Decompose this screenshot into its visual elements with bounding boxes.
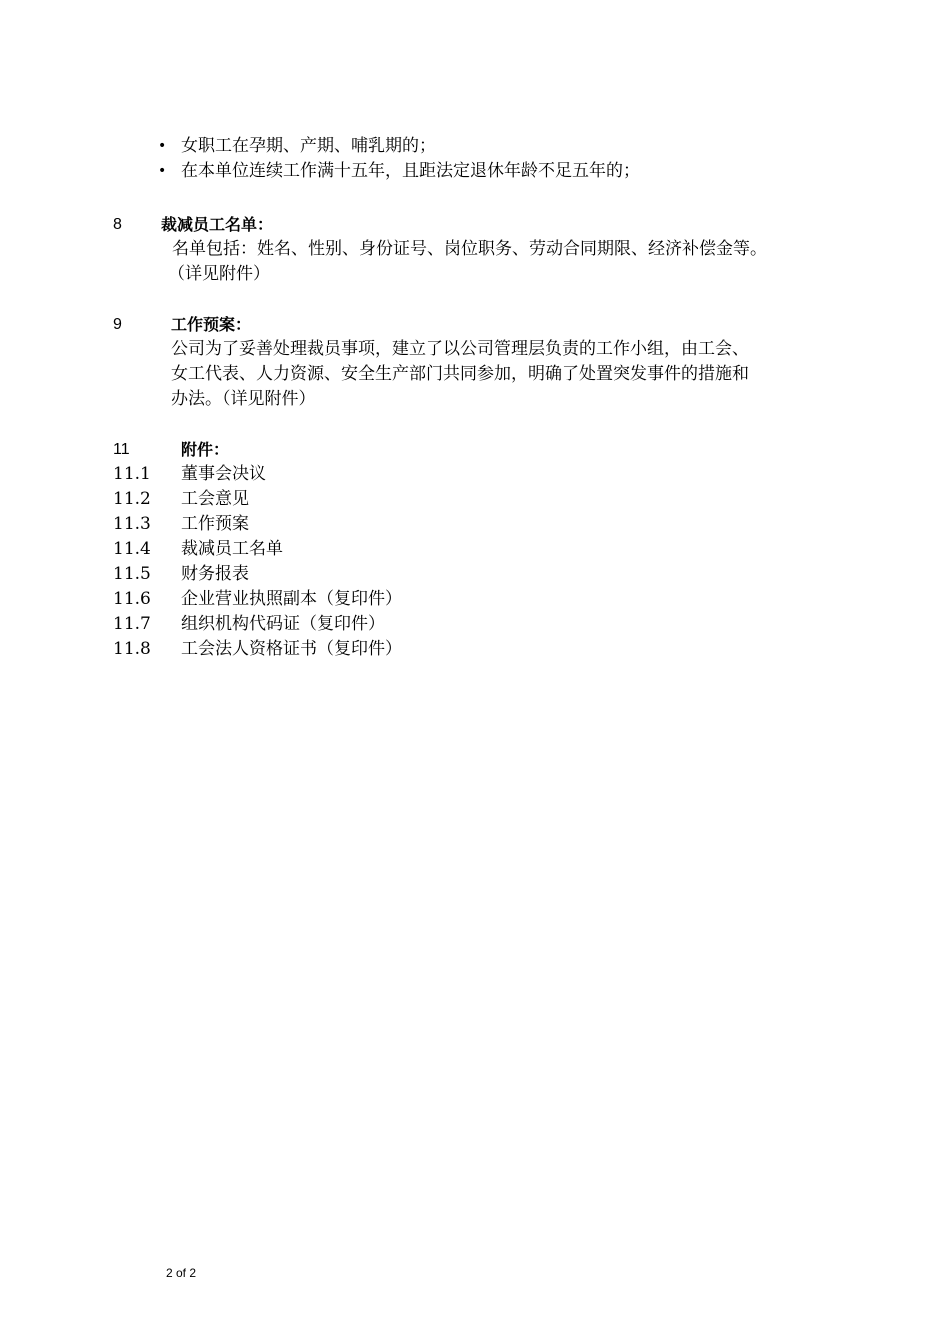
section-11-title: 附件： [181, 440, 230, 459]
section-9-number: 9 [113, 316, 122, 333]
section-9-title: 工作预案： [171, 315, 252, 334]
attachment-number: 11.2 [113, 489, 151, 509]
section-8-text: （详见附件） [168, 264, 270, 284]
attachment-label: 财务报表 [181, 564, 249, 584]
section-11-number: 11 [113, 441, 130, 458]
attachment-label: 企业营业执照副本（复印件） [181, 589, 402, 609]
attachment-number: 11.3 [113, 514, 151, 534]
bullet-item: 在本单位连续工作满十五年，且距法定退休年龄不足五年的； [181, 161, 640, 181]
attachment-number: 11.4 [113, 539, 151, 559]
page-number: 2 of 2 [166, 1266, 197, 1280]
bullet-glyph: • [158, 138, 167, 154]
attachment-label: 裁减员工名单 [181, 539, 283, 559]
attachment-label: 工会法人资格证书（复印件） [181, 639, 402, 659]
attachment-number: 11.6 [113, 589, 151, 609]
attachment-number: 11.7 [113, 614, 151, 634]
section-9-text: 女工代表、人力资源、安全生产部门共同参加，明确了处置突发事件的措施和 [171, 364, 749, 384]
attachment-label: 组织机构代码证（复印件） [181, 614, 385, 634]
section-8-number: 8 [113, 216, 122, 233]
section-8-text: 名单包括：姓名、性别、身份证号、岗位职务、劳动合同期限、经济补偿金等。 [172, 239, 767, 259]
section-8-title: 裁减员工名单： [161, 215, 274, 234]
section-9-text: 办法。（详见附件） [171, 389, 316, 409]
attachment-number: 11.5 [113, 564, 151, 584]
attachment-label: 董事会决议 [181, 464, 266, 484]
bullet-glyph: • [158, 163, 167, 179]
section-9-text: 公司为了妥善处理裁员事项，建立了以公司管理层负责的工作小组，由工会、 [171, 339, 749, 359]
attachment-label: 工会意见 [181, 489, 249, 509]
attachment-label: 工作预案 [181, 514, 249, 534]
bullet-item: 女职工在孕期、产期、哺乳期的； [181, 136, 436, 156]
attachment-number: 11.8 [113, 639, 151, 659]
attachment-number: 11.1 [113, 464, 151, 484]
